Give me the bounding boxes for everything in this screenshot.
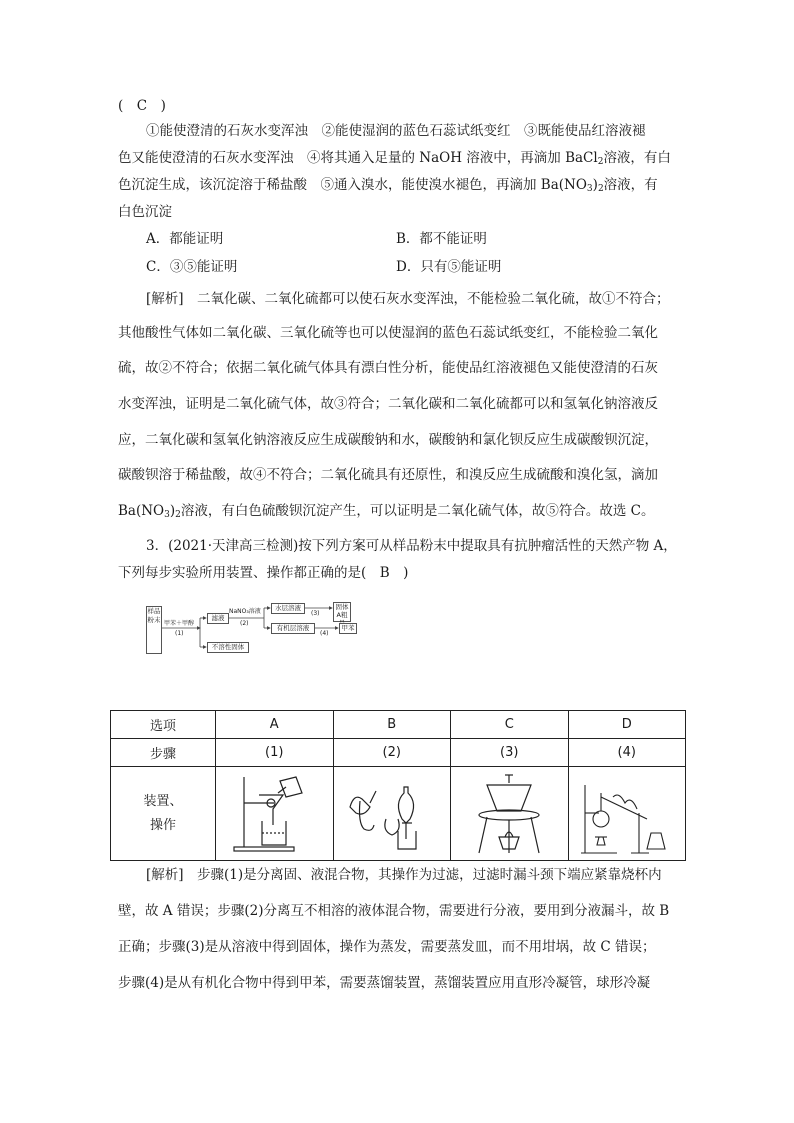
- filtration-apparatus-icon: [224, 773, 324, 855]
- filtrate-box: 滤液: [207, 613, 229, 624]
- organic-layer-box: 有机层溶液: [271, 623, 315, 634]
- analysis2-line-1: [解析] 步骤(1)是分离固、液混合物，其操作为过滤，过滤时漏斗颈下端应紧靠烧杯内: [146, 867, 662, 883]
- step3-label: (3): [311, 610, 320, 617]
- table-col-a: A: [216, 711, 334, 739]
- option-d: D．只有⑤能证明: [396, 259, 502, 275]
- analysis1-line-5: 应，二氧化碳和氢氧化钠溶液反应生成碳酸钠和水，碳酸钠和氯化钡反应生成碳酸钡沉淀，: [118, 432, 658, 448]
- option-a: A．都能证明: [146, 231, 224, 247]
- step4-label: (4): [320, 630, 329, 637]
- table-header-option: 选项: [111, 711, 216, 739]
- q3-stem-line-2: 下列每步实验所用装置、操作都正确的是( B ): [118, 565, 409, 581]
- solvent-label: 甲苯＋甲醇: [164, 620, 195, 627]
- evaporation-apparatus-cell: [451, 767, 569, 861]
- analysis1-line-6: 碳酸钡溶于稀盐酸，故④不符合；二氧化硫具有还原性，和溴反应生成硫酸和溴化氢，滴加: [118, 467, 658, 483]
- table-step-1: (1): [216, 739, 334, 767]
- distillation-apparatus-cell: [568, 767, 686, 861]
- insoluble-solid-box: 不溶性固体: [207, 642, 249, 653]
- analysis2-line-2: 壁，故 A 错误；步骤(2)分离互不相溶的液体混合物，需要进行分液，要用到分液漏斗，故 B: [118, 903, 670, 919]
- q2-statement-line-3: 色沉淀生成，该沉淀溶于稀盐酸 ⑤通入溴水，能使溴水褪色，再滴加 $Ba(NO_3)_2$溶液，有: [118, 177, 658, 194]
- analysis1-line-1: [解析] 二氧化碳、二氧化硫都可以使石灰水变浑浊，不能检验二氧化硫，故①不符合；: [146, 291, 670, 307]
- analysis1-line-2: 其他酸性气体如二氧化碳、三氧化硫等也可以使湿润的蓝色石蕊试纸变红，不能检验二氧化: [118, 325, 658, 341]
- table-header-apparatus: [111, 767, 216, 861]
- table-step-4: (4): [568, 739, 686, 767]
- table-header-step: 步骤: [111, 739, 216, 767]
- evaporation-apparatus-icon: [459, 773, 559, 855]
- option-b: B．都不能证明: [396, 231, 487, 247]
- analysis1-line-3: 硫，故②不符合；依据二氧化硫气体具有漂白性分析，能使品红溶液褪色又能使澄清的石灰: [118, 360, 658, 376]
- analysis2-line-4: 步骤(4)是从有机化合物中得到甲苯，需要蒸馏装置，蒸馏装置应用直形冷凝管，球形冷凝: [118, 975, 651, 991]
- q3-stem-line-1: 3．(2021·天津高三检测)按下列方案可从样品粉末中提取具有抗肿瘤活性的天然产物 A，: [146, 538, 677, 554]
- table-row-steps: [111, 739, 686, 767]
- q2-statement-line-4: 白色沉淀: [118, 204, 172, 220]
- table-col-d: D: [568, 711, 686, 739]
- table-col-c: C: [451, 711, 569, 739]
- q2-statement-line-2: 色又能使澄清的石灰水变浑浊 ④将其通入足量的 NaOH 溶液中，再滴加 BaCl$_2$溶液，有白: [118, 150, 671, 167]
- table-row-options: [111, 711, 686, 739]
- analysis1-line-7: $Ba(NO_3)_2$溶液，有白色硫酸钡沉淀产生，可以证明是二氧化硫气体，故⑤符合。故选 C。: [118, 503, 655, 520]
- step1-label: (1): [175, 630, 184, 637]
- apparatus-header-line-1: 装置、: [143, 793, 183, 809]
- separatory-funnel-icon: [342, 773, 442, 855]
- analysis1-line-4: 水变浑浊，证明是二氧化硫气体，故③符合；二氧化碳和二氧化硫都可以和氢氧化钠溶液反: [118, 396, 658, 412]
- toluene-box: 甲苯: [339, 623, 357, 634]
- filtration-apparatus-cell: [216, 767, 334, 861]
- apparatus-header-line-2: 操作: [149, 817, 176, 833]
- table-step-2: (2): [333, 739, 451, 767]
- solid-a-box: 固体A粗: [333, 602, 351, 622]
- option-c: C．③⑤能证明: [146, 259, 238, 275]
- table-row-apparatus: [111, 767, 686, 861]
- q2-statement-line-1: ①能使澄清的石灰水变浑浊 ②能使湿润的蓝色石蕊试纸变红 ③既能使品红溶液褪: [146, 123, 646, 139]
- table-step-3: (3): [451, 739, 569, 767]
- step2-label: (2): [240, 620, 249, 627]
- extraction-flowchart: [146, 602, 386, 658]
- answer-line: ( C ): [118, 98, 166, 114]
- nano3-label: NaNO₃溶液: [229, 608, 261, 615]
- options-table: [110, 710, 686, 861]
- sample-powder-box: 样品粉末: [146, 606, 162, 654]
- distillation-apparatus-icon: [577, 773, 677, 855]
- table-col-b: B: [333, 711, 451, 739]
- analysis2-line-3: 正确；步骤(3)是从溶液中得到固体，操作为蒸发，需要蒸发皿，而不用坩埚，故 C 错误；: [118, 939, 656, 955]
- aqueous-layer-box: 水层溶液: [271, 603, 305, 614]
- separatory-funnel-cell: [333, 767, 451, 861]
